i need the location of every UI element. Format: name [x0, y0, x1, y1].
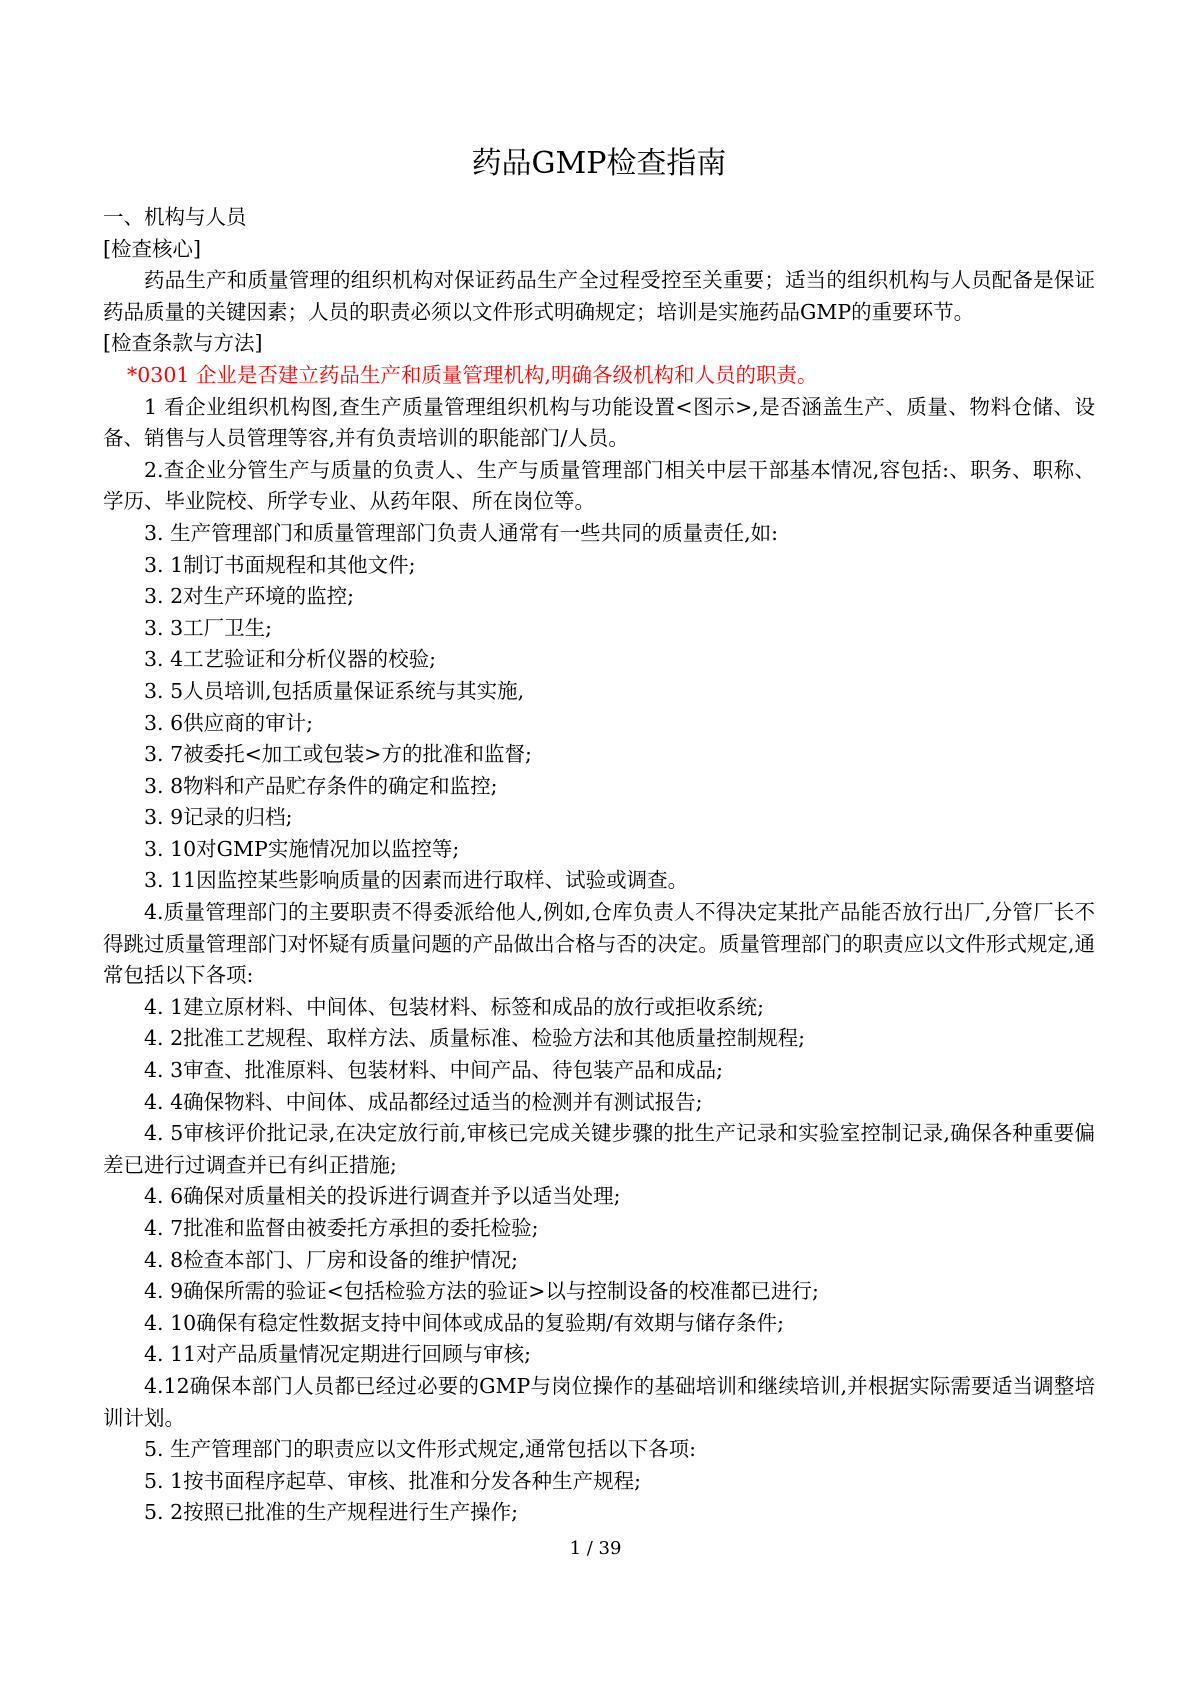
list-item: 3. 8物料和产品贮存条件的确定和监控; [144, 773, 498, 798]
core-paragraph: 药品生产和质量管理的组织机构对保证药品生产全过程受控至关重要；适当的组织机构与人员配备是保证药品质量的关键因素；人员的职责必须以文件形式明确规定；培训是实施药品GMP的重要环节。 [103, 268, 1095, 324]
list-item: 4. 9确保所需的验证<包括检验方法的验证>以与控制设备的校准都已进行; [144, 1279, 819, 1304]
list-item: 4. 11对产品质量情况定期进行回顾与审核; [144, 1342, 532, 1367]
clause-0301: *0301 企业是否建立药品生产和质量管理机构,明确各级机构和人员的职责。 [127, 362, 818, 387]
list-item: 4. 6确保对质量相关的投诉进行调查并予以适当处理; [144, 1184, 621, 1209]
list-item: 4.质量管理部门的主要职责不得委派给他人,例如,仓库负责人不得决定某批产品能否放行出厂,分管厂长不得跳过质量管理部门对怀疑有质量问题的产品做出合格与否的决定。质量管理部门的职责应以文件形式规定,通常包括以下各项: [103, 900, 1095, 988]
list-item: 3. 2对生产环境的监控; [144, 584, 355, 609]
list-item: 4. 5审核评价批记录,在决定放行前,审核已完成关键步骤的批生产记录和实验室控制记录,确保各种重要偏差已进行过调查并已有纠正措施; [103, 1121, 1095, 1177]
list-item: 3. 3工厂卫生; [144, 615, 273, 640]
list-item: 4. 10确保有稳定性数据支持中间体或成品的复验期/有效期与储存条件; [144, 1310, 784, 1335]
list-item: 4. 2批准工艺规程、取样方法、质量标准、检验方法和其他质量控制规程; [144, 1026, 806, 1051]
list-item: 4. 3审查、批准原料、包装材料、中间产品、待包装产品和成品; [144, 1058, 724, 1083]
list-item: 5. 2按照已批准的生产规程进行生产操作; [144, 1500, 519, 1525]
list-item: 4. 8检查本部门、厂房和设备的维护情况; [144, 1247, 519, 1272]
methods-label: [检查条款与方法] [103, 331, 263, 356]
core-label: [检查核心] [103, 236, 201, 261]
list-item: 3. 6供应商的审计; [144, 710, 314, 735]
document-body [103, 202, 1095, 1529]
list-item: 2.查企业分管生产与质量的负责人、生产与质量管理部门相关中层干部基本情况,容包括:、职务、职称、学历、毕业院校、所学专业、从药年限、所在岗位等。 [103, 457, 1095, 514]
list-item: 5. 1按书面程序起草、审核、批准和分发各种生产规程; [144, 1468, 642, 1493]
list-item: 3. 4工艺验证和分析仪器的校验; [144, 647, 437, 672]
page-number: 1 / 39 [569, 1538, 622, 1559]
list-item: 5. 生产管理部门的职责应以文件形式规定,通常包括以下各项: [144, 1437, 696, 1462]
list-item: 4. 4确保物料、中间体、成品都经过适当的检测并有测试报告; [144, 1089, 703, 1114]
list-item: 3. 11因监控某些影响质量的因素而进行取样、试验或调查。 [144, 868, 689, 893]
list-item: 4.12确保本部门人员都已经过必要的GMP与岗位操作的基础培训和继续培训,并根据实际需要适当调整培训计划。 [103, 1373, 1095, 1430]
list-item: 3. 9记录的归档; [144, 805, 293, 830]
list-item: 1 看企业组织机构图,查生产质量管理组织机构与功能设置<图示>,是否涵盖生产、质量、物料仓储、设备、销售与人员管理等容,并有负责培训的职能部门/人员。 [103, 394, 1095, 451]
list-item: 3. 10对GMP实施情况加以监控等; [144, 836, 460, 861]
list-item: 3. 1制订书面规程和其他文件; [144, 552, 416, 577]
list-item: 3. 5人员培训,包括质量保证系统与其实施, [144, 678, 525, 703]
list-item: 3. 生产管理部门和质量管理部门负责人通常有一些共同的质量责任,如: [144, 520, 778, 545]
list-item: 4. 1建立原材料、中间体、包装材料、标签和成品的放行或拒收系统; [144, 994, 765, 1019]
list-item: 4. 7批准和监督由被委托方承担的委托检验; [144, 1216, 539, 1240]
page-title: 药品GMP检查指南 [471, 146, 727, 181]
section-heading: 一、机构与人员 [103, 205, 247, 229]
list-item: 3. 7被委托<加工或包装>方的批准和监督; [144, 742, 532, 767]
